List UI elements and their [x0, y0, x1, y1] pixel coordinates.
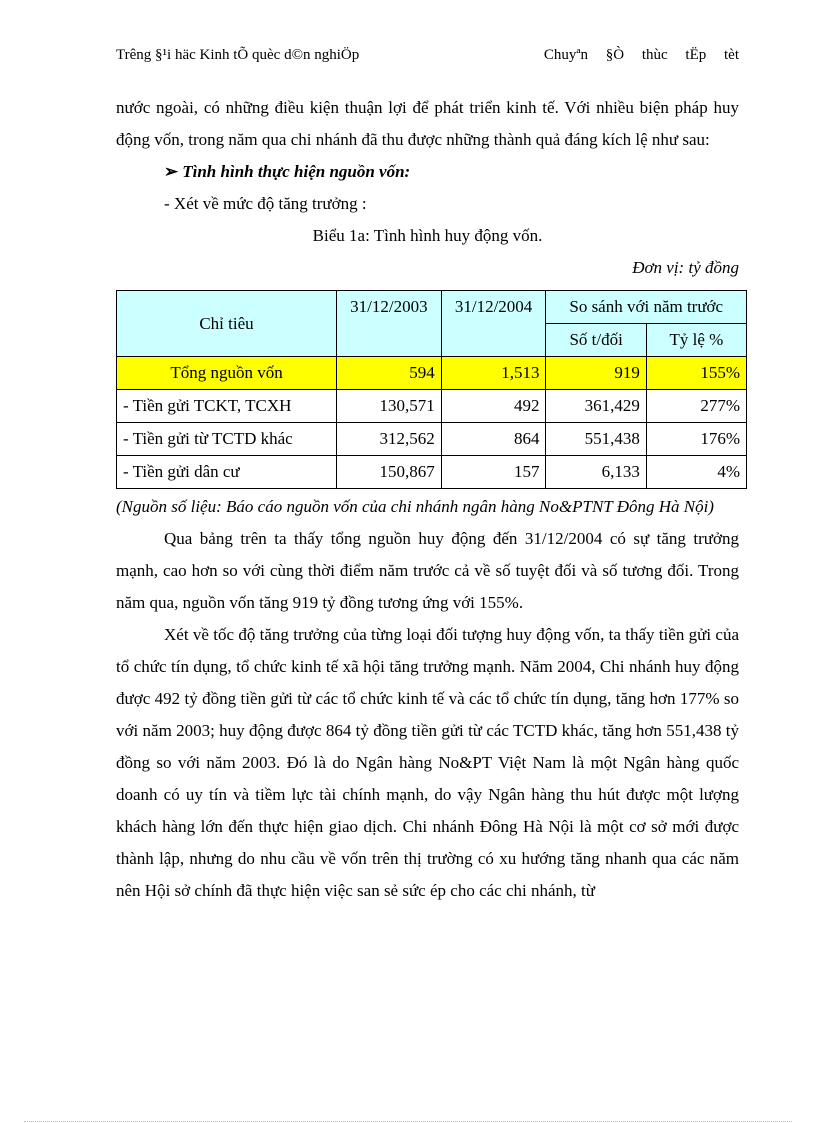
- table-row: [117, 357, 747, 390]
- header-ratio: Tỷ lệ %: [646, 324, 746, 357]
- row-2003: 594: [337, 357, 442, 390]
- header-2003: 31/12/2003: [337, 291, 442, 357]
- intro-paragraph: nước ngoài, có những điều kiện thuận lợi để phát triển kinh tế. Với nhiều biện pháp huy động vốn, trong năm qua chi nhánh đã thu được những thành quả đáng kích lệ như sau:: [116, 98, 739, 149]
- row-ratio: 176%: [646, 423, 746, 456]
- row-absolute: 361,429: [546, 390, 646, 423]
- row-2003: 130,571: [337, 390, 442, 423]
- page-bottom-divider: [24, 1121, 792, 1122]
- table-caption: Biểu 1a: Tình hình huy động vốn.: [312, 226, 543, 245]
- header-compare: So sánh với năm trước: [546, 291, 747, 324]
- arrow-bullet-icon: ➢: [164, 162, 179, 181]
- capital-table: [116, 290, 747, 489]
- header-2004: 31/12/2004: [441, 291, 546, 357]
- row-absolute: 919: [546, 357, 646, 390]
- table-row: [117, 423, 747, 456]
- header-absolute: Số t/đối: [546, 324, 646, 357]
- row-ratio: 277%: [646, 390, 746, 423]
- row-2004: 157: [441, 456, 546, 489]
- sub-heading: - Xét về mức độ tăng trưởng :: [164, 194, 367, 213]
- row-ratio: 4%: [646, 456, 746, 489]
- row-name: - Tiền gửi TCKT, TCXH: [117, 390, 337, 423]
- section-heading-text: Tình hình thực hiện nguồn vốn:: [182, 162, 411, 181]
- header-right: Chuyªn §Ò thùc tËp tèt: [543, 47, 739, 63]
- row-2004: 864: [441, 423, 546, 456]
- row-name: - Tiền gửi từ TCTD khác: [117, 423, 337, 456]
- row-2003: 150,867: [337, 456, 442, 489]
- row-name: Tổng nguồn vốn: [117, 357, 337, 390]
- row-absolute: 551,438: [546, 423, 646, 456]
- page-header: [116, 40, 739, 92]
- source-note: (Nguồn số liệu: Báo cáo nguồn vốn của chi nhánh ngân hàng No&PTNT Đông Hà Nội): [116, 497, 714, 516]
- table-row: [117, 456, 747, 489]
- row-2004: 492: [441, 390, 546, 423]
- row-absolute: 6,133: [546, 456, 646, 489]
- header-left: Trêng §¹i häc Kinh tÕ quèc d©n nghiÖp: [116, 47, 360, 63]
- row-2004: 1,513: [441, 357, 546, 390]
- table-row: [117, 390, 747, 423]
- row-name: - Tiền gửi dân cư: [117, 456, 337, 489]
- body-paragraph-2: Xét về tốc độ tăng trưởng của từng loại đối tượng huy động vốn, ta thấy tiền gửi của tổ chức tín dụng, tổ chức kinh tế xã hội tăng trưởng mạnh. Năm 2004, Chi nhánh huy động được 492 tỷ đồng tiền gửi từ các tổ chức kinh tế và các tổ chức tín dụng, tăng hơn 177% so với năm 2003; huy động được 864 tỷ đồng tiền gửi từ các TCTD khác, tăng hơn 551,438 tỷ đồng so với năm 2003. Đó là do Ngân hàng No&PT Việt Nam là một Ngân hàng quốc doanh có uy tín và tiềm lực tài chính mạnh, do vậy Ngân hàng thu hút được một lượng khách hàng lớn đến thực hiện giao dịch. Chi nhánh Đông Hà Nội là một cơ sở mới được thành lập, nhưng do nhu cầu về vốn trên thị trường có xu hướng tăng nhanh qua các năm nên Hội sở chính đã thực hiện việc san sẻ sức ép cho các chi nhánh, từ: [116, 625, 739, 900]
- row-2003: 312,562: [337, 423, 442, 456]
- section-heading: [164, 156, 739, 188]
- row-ratio: 155%: [646, 357, 746, 390]
- header-indicator: Chỉ tiêu: [117, 291, 337, 357]
- unit-label: Đơn vị: tỷ đồng: [632, 258, 739, 277]
- table-header-row: [117, 291, 747, 324]
- document-page: [116, 40, 739, 907]
- body-paragraph-1: Qua bảng trên ta thấy tổng nguồn huy động đến 31/12/2004 có sự tăng trưởng mạnh, cao hơn so với cùng thời điểm năm trước cả về số tuyệt đối và số tương đối. Trong năm qua, nguồn vốn tăng 919 tỷ đồng tương ứng với 155%.: [116, 529, 739, 612]
